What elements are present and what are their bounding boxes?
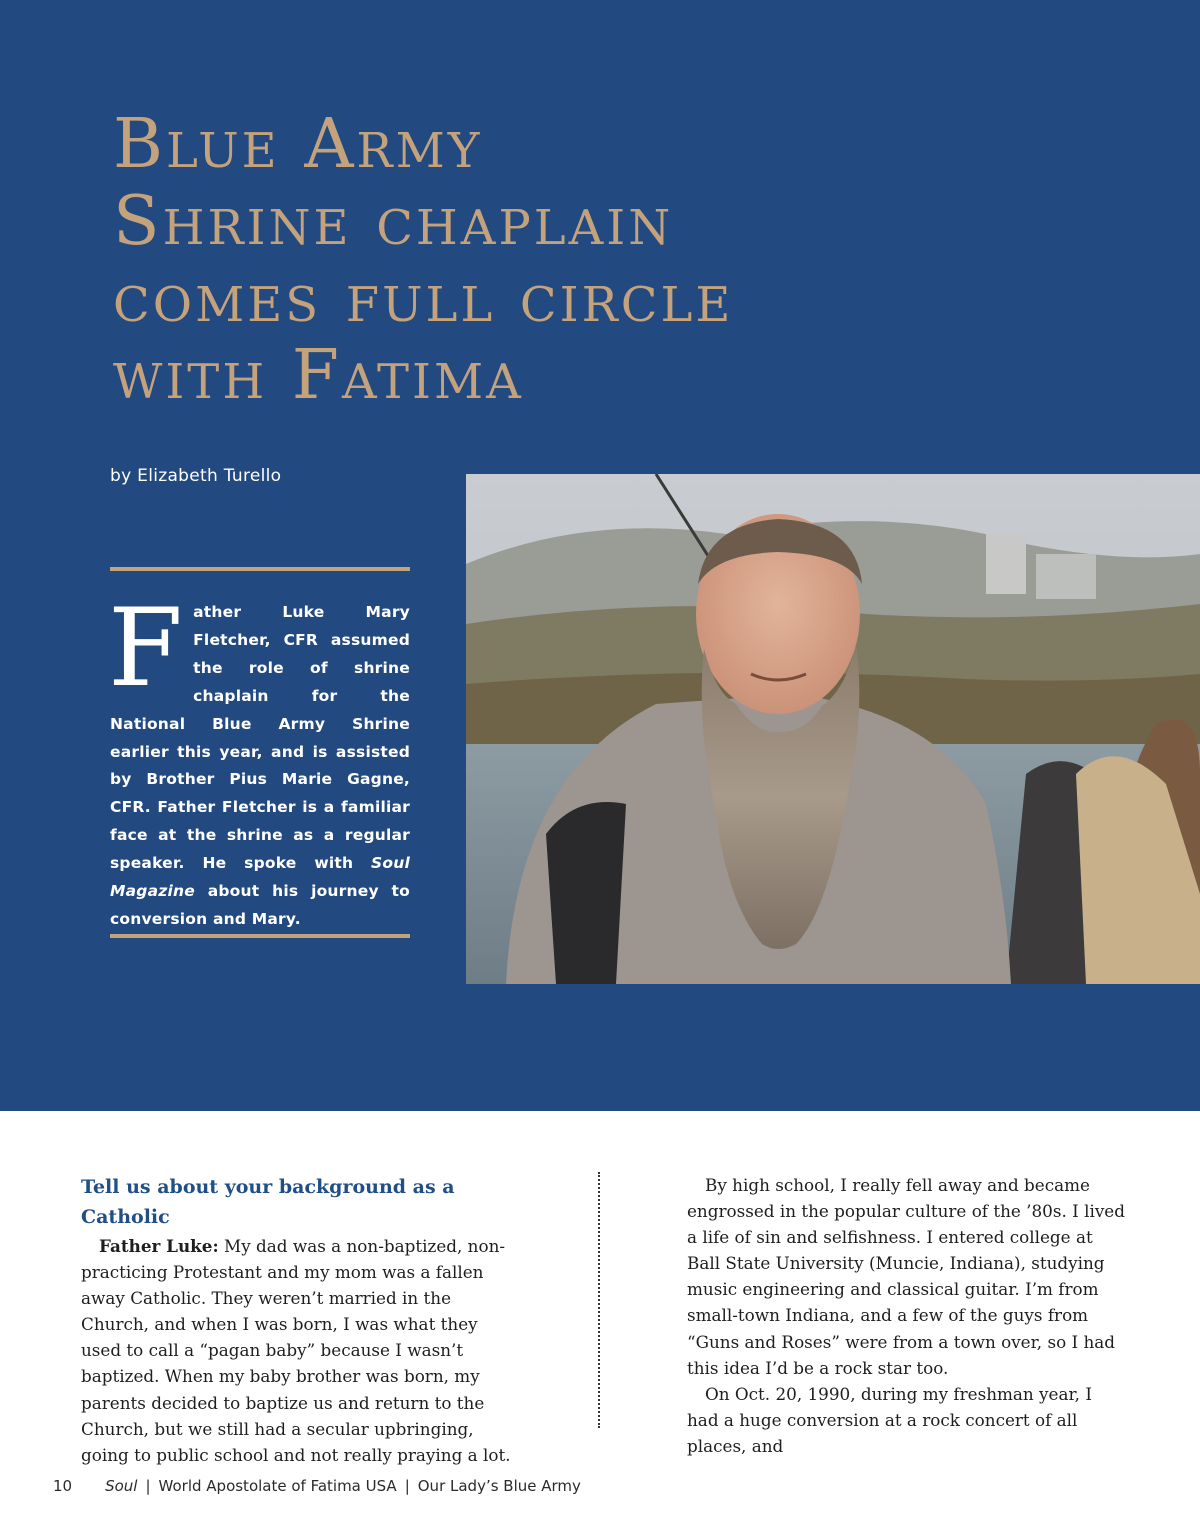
body-paragraph: On Oct. 20, 1990, during my freshman year, I had a huge conversion at a rock concert of all places, and xyxy=(687,1383,1092,1456)
column-divider xyxy=(598,1172,600,1428)
question-heading: Tell us about your background as a Catholic xyxy=(81,1176,455,1228)
page-number: 10 xyxy=(53,1477,73,1495)
body-paragraph: By high school, I really fell away and became engrossed in the popular culture of the ’80s. I lived a life of sin and selfishness. I entered college at Ball State University (Muncie, Indiana), studying music engineering and classical guitar. I’m from small-town Indiana, and a few of the guys from “Guns and Roses” were from a town over, so I had this idea I’d be a rock star too. xyxy=(687,1175,1125,1378)
magazine-name: Soul Magazine xyxy=(110,854,410,901)
intro-rule-bottom xyxy=(110,934,410,938)
headline-line: with Fatima xyxy=(113,336,524,415)
publication-name: Soul xyxy=(105,1477,138,1495)
footer-separator: | xyxy=(404,1477,410,1495)
portrait-photo xyxy=(466,474,1200,984)
footer-tagline: Our Lady’s Blue Army xyxy=(417,1477,581,1495)
page-footer xyxy=(53,1477,581,1495)
drop-cap: F xyxy=(108,586,184,711)
intro-rule-top xyxy=(110,567,410,571)
intro-text: ather Luke Mary Fletcher, CFR assumed the role of shrine chaplain for the National Blue Army Shrine earlier this year, and is assisted by Brother Pius Marie Gagne, CFR. Father Fletcher is a familiar face at the shrine as a regular speaker. He spoke with xyxy=(110,603,410,873)
intro-text-end: about his journey to conversion and Mary. xyxy=(110,882,410,928)
answer-text: My dad was a non-baptized, non-practicing Protestant and my mom was a fallen away Catholic. They weren’t married in the Church, and when I was born, I was what they used to call a “pagan baby” because I wasn’t baptized. When my baby brother was born, my parents decided to baptize us and return to the Church, but we still had a secular upbringing, going to public school and not really praying a lot. xyxy=(81,1236,511,1465)
article-column-right xyxy=(687,1172,1127,1459)
intro-paragraph xyxy=(108,586,410,934)
speaker-label: Father Luke: xyxy=(99,1236,219,1256)
footer-separator: | xyxy=(145,1477,151,1495)
answer-paragraph xyxy=(81,1233,521,1468)
portrait-photo-illustration xyxy=(466,474,1200,984)
headline-line: Blue Army xyxy=(113,105,483,184)
organization-name: World Apostolate of Fatima USA xyxy=(158,1477,397,1495)
article-headline xyxy=(113,106,1113,414)
byline: by Elizabeth Turello xyxy=(110,466,282,486)
headline-line: comes full circle xyxy=(113,259,734,338)
article-column-left xyxy=(81,1172,521,1468)
headline-line: Shrine chaplain xyxy=(113,182,674,261)
